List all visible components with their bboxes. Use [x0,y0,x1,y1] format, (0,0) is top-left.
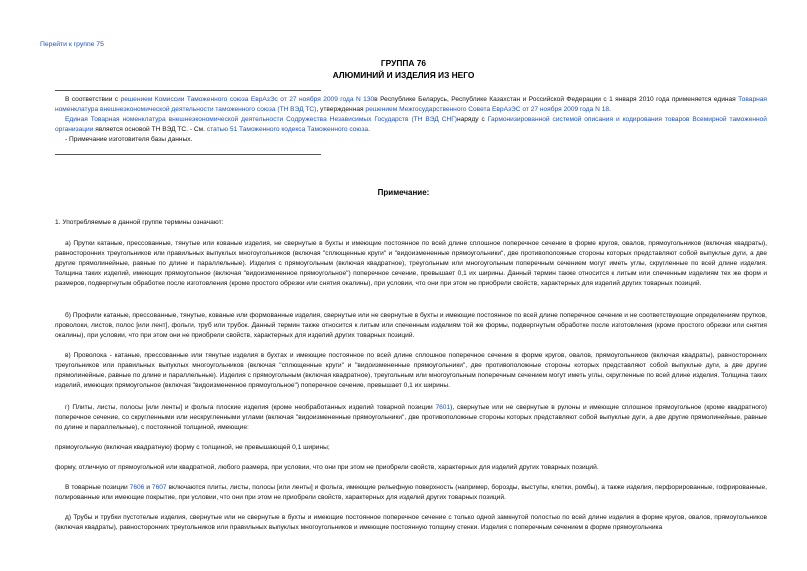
note-item-d [55,403,767,433]
footnote-text: , утвержденная [316,106,366,113]
note-item-d-3 [55,483,767,503]
tn-ved-sng-link[interactable]: Единая Товарная номенклатура внешнеэкономической деятельности Содружества Независимых Государств (ТН ВЭД СНГ) [65,116,457,123]
group-subtitle: АЛЮМИНИЙ И ИЗДЕЛИЯ ИЗ НЕГО [332,70,475,80]
footnote-paragraph-1 [55,95,767,115]
commission-decision-link[interactable]: решением Комиссии Таможенного союза ЕврАзЭс от 27 ноября 2009 года N 130 [120,96,375,103]
note-text: В товарные позиции [65,484,130,491]
footnote-text: наряду с [456,116,488,123]
note-heading: Примечание: [377,188,430,197]
note-text: и [144,484,152,491]
harmonized-system-link[interactable]: Гармонизированной системой описания и кодирования товаров Всемирной таможенной организации [55,116,767,133]
footnote-text: в Республике Беларусь, Республике Казахстан и Российской Федерации с 1 января 2010 года применяется единая [374,96,739,103]
note-text: ), свернутые или не свернутые в рулоны и имеющие сплошное прямоугольное (кроме квадратного) поперечное сечение, со скругленными или нескругленными углами (включая "видоизмененные прямоугольники", две противоположные стороны которых представляют собой выпуклые дуги, а две другие прямолинейные, равные по длине и параллельные), с постоянной толщиной, имеющие: [55,404,768,431]
group-title: ГРУППА 76 [380,58,427,68]
note-item-a: а) Прутки катаные, прессованные, тянутые или кованые изделия, не свернутые в бухты и имеющие постоянное по всей длине сплошное поперечное сечение в форме кругов, овалов, прямоугольников (включая квадраты), равносторонних треугольников или правильных выпуклых многоугольников (включая "сплющенные круги" и "видоизмененные прямоугольники", две противоположные стороны которых представляют собой выпуклые дуги, а две другие прямолинейные, равные по длине и параллельные). Изделия с прямоугольным (включая квадратное), треугольным или многоугольным поперечным сечением могут иметь углы, скругленные по всей длине изделия. Толщина таких изделий, имеющих прямоугольное (включая "видоизмененное прямоугольное") поперечное сечение, превышает 0,1 их ширины. Данный термин также относится к литым или спеченным изделиям тех же форм и размеров, подвергнутым обработке после изготовления (кроме простого обрезки или снятия окалины), при условии, что они при этом не приобрели свойств, характерных для изделий других товарных позиций. [55,240,767,287]
note-text: включаются плиты, листы, полосы [или ленты] и фольга, имеющие рельефную поверхность (например, борозды, выступы, клетки, ромбы), а также изделия, перфорированные, гофрированные, полированные или имеющие покрытие, при условии, что они при этом не приобрели свойств, характерных для изделий других товарных позиций. [55,484,767,501]
council-decision-link[interactable]: решением Межгосударственного Совета ЕврАзЭС от 27 ноября 2009 года N 18 [365,106,610,113]
footnote-text: . [368,126,370,133]
note-item-d-1: прямоугольную (включая квадратную) форму с толщиной, не превышающей 0,1 ширины; [55,444,330,451]
footnote-text: . [609,106,611,113]
customs-code-article-link[interactable]: статью 51 Таможенного кодекса Таможенного союза [206,126,369,133]
footnote-paragraph-2 [55,115,767,135]
note-item-d-2: форму, отличную от прямоугольной или квадратной, любого размера, при условии, что они при этом не приобрели свойств, характерных для изделий других товарных позиций. [55,464,599,471]
note-text: г) Плиты, листы, полосы [или ленты] и фольга плоские изделия (кроме необработанных изделий товарной позиции [65,404,436,411]
note-item-c: в) Проволока - катаные, прессованные или тянутые изделия в бухтах и имеющие постоянное по всей длине сплошное поперечное сечение в форме кругов, овалов, прямоугольников (включая квадраты), равносторонних треугольников или правильных выпуклых многоугольников (включая "сплющенные круги" и "видоизмененные прямоугольники", две противоположные стороны которых представляют собой выпуклые дуги, а две другие прямолинейные, равные по длине и параллельные). Изделия с прямоугольным (включая квадратное), треугольным или многоугольным поперечным сечением могут иметь углы, скругленные по всей длине изделия. Толщина таких изделий, имеющих прямоугольное (включая "видоизмененное прямоугольное") поперечное сечение, превышает 0,1 их ширины. [55,352,767,389]
tn-ved-ts-link[interactable]: Товарная номенклатура внешнеэкономической деятельности таможенного союза (ТН ВЭД ТС) [55,96,767,113]
position-7607-link[interactable]: 7607 [151,484,167,491]
footnote-bottom-rule [55,154,321,155]
position-7606-link[interactable]: 7606 [129,484,145,491]
position-7601-link[interactable]: 7601 [435,404,451,411]
footnote-top-rule [55,90,321,91]
footnote-text: является основой ТН ВЭД ТС. - См. [93,126,207,133]
footnote-text: В соответствии с [65,96,121,103]
footnote-paragraph-3: - Примечание изготовителя базы данных. [65,136,193,143]
note-item-b: б) Профили катаные, прессованные, тянутые, кованые или формованные изделия, свернутые или не свернутые в бухты и имеющие постоянное по всей длине поперечное сечение и не соответствующие определениям прутков, проволоки, листов, полос [или лент], фольги, труб или трубок. Данный термин также относится к литым или спеченным изделиям той же формы, подвергнутым обработке после изготовления (кроме простого обрезки или снятия окалины), при условии, что при этом они не приобрели свойств, характерных для изделий других товарных позиций. [55,312,767,339]
footnote-block [55,95,767,145]
note-item-e: д) Трубы и трубки пустотелые изделия, свернутые или не свернутые в бухты и имеющие постоянное поперечное сечение с только одной замкнутой полостью по всей длине изделия в форме кругов, овалов, прямоугольников (включая квадраты), равносторонних треугольников или правильных выпуклых многоугольников и имеющие постоянную толщину стенки. Изделия с поперечным сечением в форме прямоугольника [55,514,767,531]
note-intro: 1. Употребляемые в данной группе термины означают: [55,219,224,226]
goto-group-75-link[interactable]: Перейти к группе 75 [40,41,104,48]
